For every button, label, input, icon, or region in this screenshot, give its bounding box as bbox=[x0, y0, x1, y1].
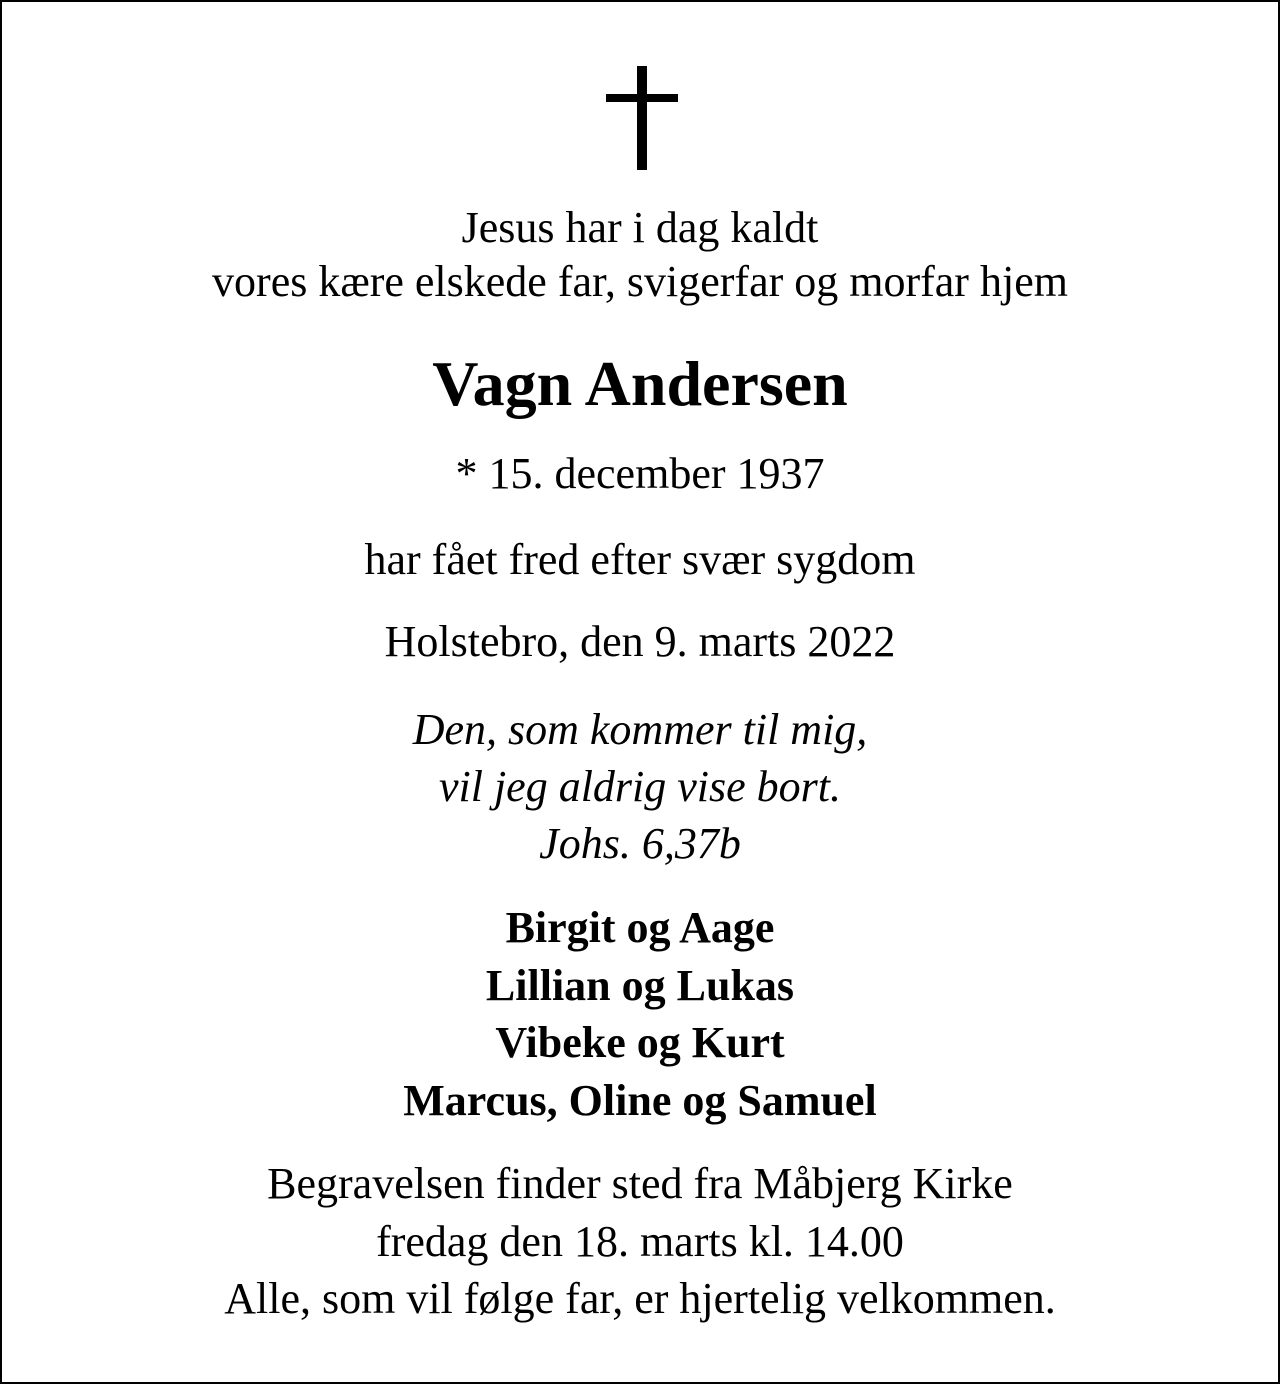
verse-line: Den, som kommer til mig, bbox=[412, 705, 868, 754]
peace-text: har fået fred efter svær sygdom bbox=[364, 535, 916, 584]
bible-verse bbox=[2, 701, 1278, 872]
verse-reference: Johs. 6,37b bbox=[539, 819, 741, 868]
funeral-line: fredag den 18. marts kl. 14.00 bbox=[376, 1216, 904, 1266]
cross-horizontal-bar bbox=[606, 94, 678, 102]
family-line: Marcus, Oline og Samuel bbox=[403, 1075, 877, 1125]
cross-vertical-bar bbox=[637, 66, 647, 170]
funeral-line: Begravelsen finder sted fra Måbjerg Kirke bbox=[267, 1159, 1013, 1208]
cross-icon bbox=[606, 66, 678, 170]
funeral-info bbox=[2, 1155, 1278, 1328]
deceased-name: Vagn Andersen bbox=[432, 348, 848, 419]
family-line: Vibeke og Kurt bbox=[495, 1018, 785, 1067]
family-line: Lillian og Lukas bbox=[485, 960, 795, 1010]
intro-text bbox=[2, 201, 1278, 309]
funeral-line: Alle, som vil følge far, er hjertelig velkommen. bbox=[224, 1274, 1056, 1323]
intro-line: vores kære elskede far, svigerfar og morfar hjem bbox=[212, 257, 1068, 306]
birth-date: * 15. december 1937 bbox=[455, 449, 825, 498]
family-names bbox=[2, 899, 1278, 1129]
verse-line: vil jeg aldrig vise bort. bbox=[438, 762, 842, 811]
intro-line: Jesus har i dag kaldt bbox=[461, 203, 819, 252]
place-and-date: Holstebro, den 9. marts 2022 bbox=[384, 617, 896, 666]
family-line: Birgit og Aage bbox=[505, 903, 775, 952]
